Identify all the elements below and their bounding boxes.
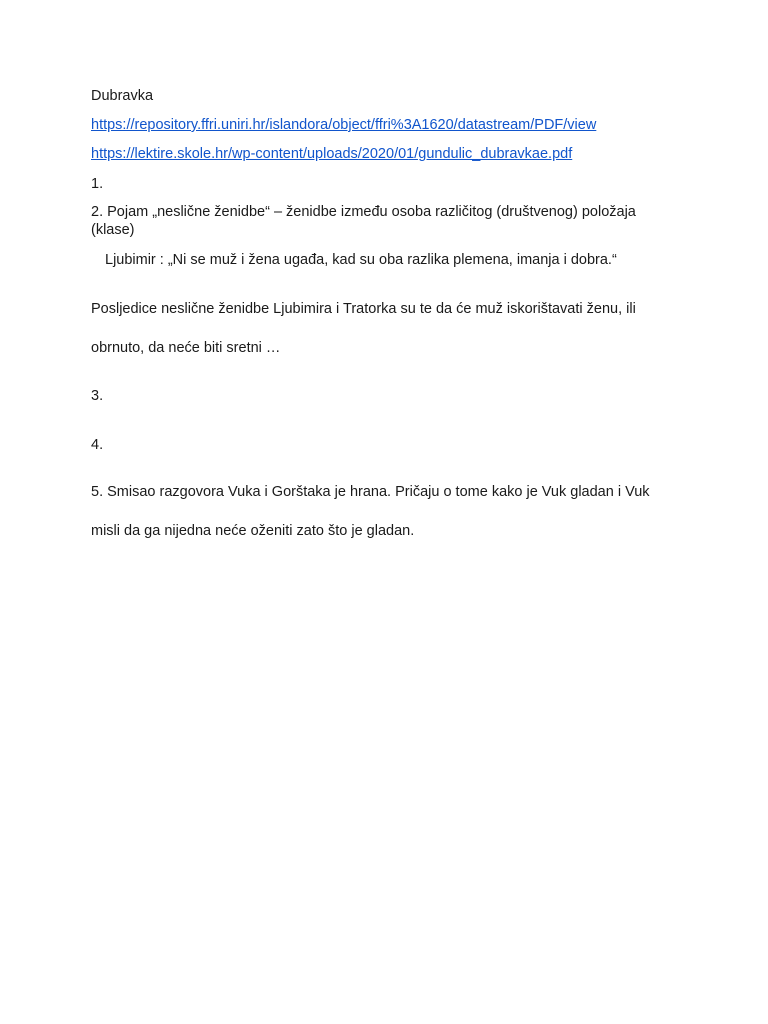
item-5-line-2: misli da ga nijedna neće oženiti zato što je gladan.	[91, 523, 415, 539]
item-4: 4.	[91, 437, 104, 453]
repository-link[interactable]: https://repository.ffri.uniri.hr/islandora/object/ffri%3A1620/datastream/PDF/view	[91, 117, 597, 133]
item-3: 3.	[91, 388, 104, 404]
consequence-line-2: obrnuto, da neće biti sretni …	[91, 340, 281, 356]
ljubimir-quote: Ljubimir : „Ni se muž i žena ugađa, kad su oba razlika plemena, imanja i dobra.“	[105, 252, 617, 268]
item-2: 2. Pojam „neslične ženidbe“ – ženidbe između osoba različitog (društvenog) položaja (klase)	[91, 204, 636, 238]
item-1: 1.	[91, 176, 104, 192]
item-5-line-1: 5. Smisao razgovora Vuka i Gorštaka je hrana. Pričaju o tome kako je Vuk gladan i Vuk	[91, 484, 650, 500]
document-title: Dubravka	[91, 88, 154, 104]
lektire-link[interactable]: https://lektire.skole.hr/wp-content/uploads/2020/01/gundulic_dubravkae.pdf	[91, 146, 573, 162]
consequence-line-1: Posljedice neslične ženidbe Ljubimira i Tratorka su te da će muž iskorištavati ženu, ili	[91, 301, 636, 317]
